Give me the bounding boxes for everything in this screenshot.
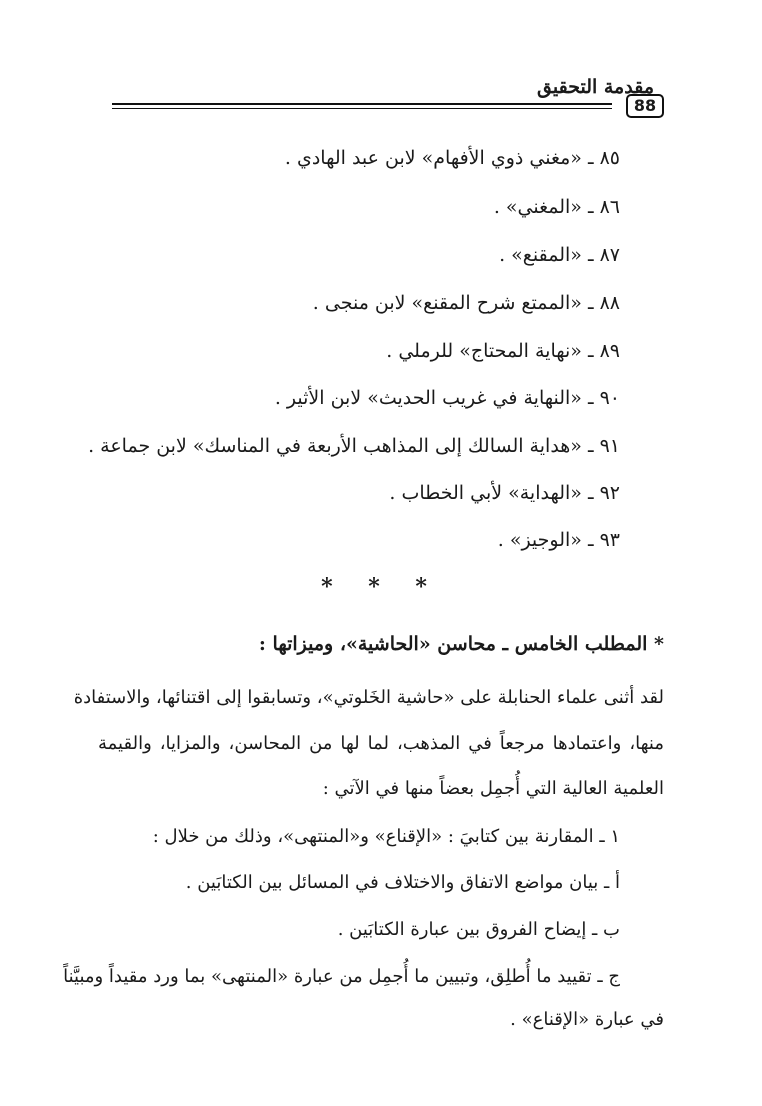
header-rule	[112, 103, 612, 105]
paragraph-line: منها، واعتمادها مرجعاً في المذهب، لما لها من المحاسن، والمزايا، والقيمة	[98, 733, 664, 754]
list-item: ٨٨ ـ «الممتع شرح المقنع» لابن منجى .	[312, 292, 620, 314]
paragraph-line: لقد أثنى علماء الحنابلة على «حاشية الخَلوتي»، وتسابقوا إلى اقتنائها، والاستفادة	[73, 687, 664, 708]
sub-point: أ ـ بيان مواضع الاتفاق والاختلاف في المسائل بين الكتابَين .	[185, 872, 620, 893]
list-item: ٩١ ـ «هداية السالك إلى المذاهب الأربعة في المناسك» لابن جماعة .	[88, 435, 620, 457]
list-item: ٨٦ ـ «المغني» .	[493, 196, 620, 218]
sub-point-continuation: في عبارة «الإقناع» .	[510, 1009, 664, 1030]
paragraph-line: العلمية العالية التي أُجمِل بعضاً منها في الآتي :	[322, 778, 664, 799]
sub-point: ج ـ تقييد ما أُطلِق، وتبيين ما أُجمِل من عبارة «المنتهى» بما ورد مقيداً ومبيَّناً	[63, 966, 620, 987]
list-item: ٩٠ ـ «النهاية في غريب الحديث» لابن الأثير .	[274, 387, 620, 409]
list-item: ٨٧ ـ «المقنع» .	[499, 244, 620, 266]
numbered-point: ١ ـ المقارنة بين كتابيَ : «الإقناع» و«المنتهى»، وذلك من خلال :	[152, 826, 620, 847]
page-number-box: 88	[626, 94, 664, 118]
running-header-title: مقدمة التحقيق	[537, 76, 654, 98]
section-heading: * المطلب الخامس ـ محاسن «الحاشية»، وميزاتها :	[258, 633, 664, 655]
list-item: ٨٩ ـ «نهاية المحتاج» للرملي .	[386, 340, 620, 362]
section-separator: * * *	[321, 574, 441, 600]
list-item: ٩٣ ـ «الوجيز» .	[497, 529, 620, 551]
header-rule-thin	[112, 108, 612, 109]
sub-point: ب ـ إيضاح الفروق بين عبارة الكتابَين .	[337, 919, 620, 940]
list-item: ٨٥ ـ «مغني ذوي الأفهام» لابن عبد الهادي .	[284, 147, 620, 169]
list-item: ٩٢ ـ «الهداية» لأبي الخطاب .	[389, 482, 620, 504]
